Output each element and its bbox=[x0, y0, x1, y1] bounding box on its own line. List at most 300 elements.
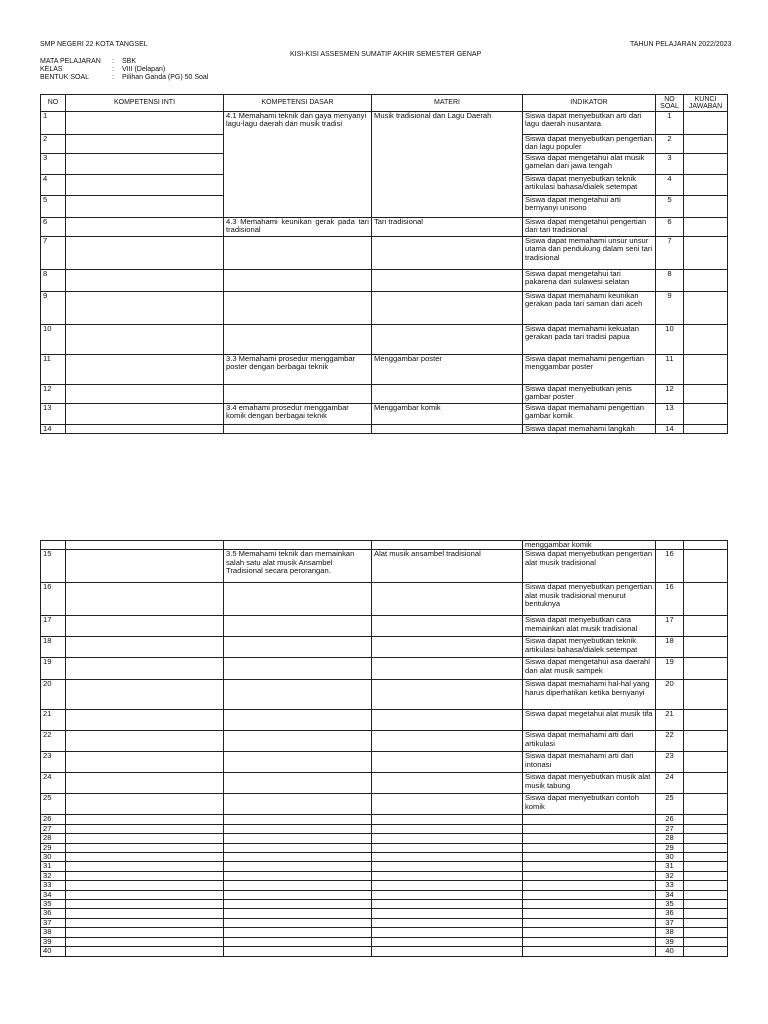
cell-materi bbox=[372, 237, 523, 270]
col-header-kompetensi-dasar: KOMPETENSI DASAR bbox=[224, 95, 372, 112]
cell-no-soal: 21 bbox=[656, 710, 684, 731]
cell-kompetensi-inti bbox=[66, 909, 224, 918]
cell-indikator: Siswa dapat menyebutkan pengertian dari lagu populer bbox=[523, 135, 656, 154]
cell-indikator: Siswa dapat memahami arti dari artikulasi bbox=[523, 731, 656, 752]
cell-kunci-jawaban bbox=[684, 637, 728, 658]
cell-kunci-jawaban bbox=[684, 218, 728, 237]
cell-no: 17 bbox=[41, 616, 66, 637]
cell-kompetensi-dasar bbox=[224, 947, 372, 956]
col-header-no-soal: NO SOAL bbox=[656, 95, 684, 112]
cell-materi bbox=[372, 325, 523, 355]
cell-no-soal: 26 bbox=[656, 815, 684, 824]
cell-kompetensi-dasar bbox=[224, 890, 372, 899]
cell-kompetensi-dasar bbox=[224, 237, 372, 270]
cell-kunci-jawaban bbox=[684, 112, 728, 135]
cell-kompetensi-dasar bbox=[224, 270, 372, 292]
cell-materi bbox=[372, 871, 523, 880]
table-row bbox=[41, 550, 728, 583]
cell-indikator: Siswa dapat memahami arti dari intonasi bbox=[523, 752, 656, 773]
table-row bbox=[41, 218, 728, 237]
table-row bbox=[41, 824, 728, 833]
table-row bbox=[41, 731, 728, 752]
cell-kompetensi-dasar bbox=[224, 918, 372, 927]
cell-indikator bbox=[523, 947, 656, 956]
cell-materi bbox=[372, 843, 523, 852]
cell-kompetensi-inti bbox=[66, 937, 224, 946]
cell-kompetensi-inti bbox=[66, 843, 224, 852]
cell-no-soal: 31 bbox=[656, 862, 684, 871]
cell-kompetensi-inti bbox=[66, 175, 224, 196]
cell-kompetensi-dasar bbox=[224, 325, 372, 355]
table-row bbox=[41, 937, 728, 946]
cell-no: 21 bbox=[41, 710, 66, 731]
cell-kompetensi-inti bbox=[66, 616, 224, 637]
cell-kompetensi-inti bbox=[66, 385, 224, 404]
cell-no: 28 bbox=[41, 834, 66, 843]
cell-no: 35 bbox=[41, 900, 66, 909]
cell-kompetensi-inti bbox=[66, 918, 224, 927]
cell-no: 18 bbox=[41, 637, 66, 658]
cell-no: 29 bbox=[41, 843, 66, 852]
cell-materi bbox=[372, 834, 523, 843]
cell-kunci-jawaban bbox=[684, 355, 728, 385]
cell-no-soal: 9 bbox=[656, 292, 684, 325]
cell-kompetensi-dasar: 3.5 Memahami teknik dan memainkan salah satu alat musik Ansambel Tradisional secara perorangan. bbox=[224, 550, 372, 583]
cell-materi bbox=[372, 900, 523, 909]
cell-materi: Menggambar poster bbox=[372, 355, 523, 385]
cell-materi bbox=[372, 425, 523, 434]
cell-no: 12 bbox=[41, 385, 66, 404]
cell-no-soal: 19 bbox=[656, 658, 684, 680]
cell-kunci-jawaban bbox=[684, 292, 728, 325]
table-row bbox=[41, 658, 728, 680]
cell-indikator: Siswa dapat menyebutkan jenis gambar poster bbox=[523, 385, 656, 404]
table-row bbox=[41, 112, 728, 135]
cell-kunci-jawaban bbox=[684, 909, 728, 918]
cell-kompetensi-inti bbox=[66, 550, 224, 583]
cell-no: 3 bbox=[41, 154, 66, 175]
table-row bbox=[41, 871, 728, 880]
table-row bbox=[41, 900, 728, 909]
cell-kompetensi-inti bbox=[66, 824, 224, 833]
cell-no-soal: 20 bbox=[656, 680, 684, 710]
table-row bbox=[41, 616, 728, 637]
cell-indikator bbox=[523, 890, 656, 899]
cell-kunci-jawaban bbox=[684, 752, 728, 773]
cell-no: 6 bbox=[41, 218, 66, 237]
cell-kunci-jawaban bbox=[684, 237, 728, 270]
cell-kunci-jawaban bbox=[684, 853, 728, 862]
cell-kunci-jawaban bbox=[684, 773, 728, 794]
cell-indikator: Siswa dapat memahami unsur unsur utama dan pendukung dalam seni tari tradisional bbox=[523, 237, 656, 270]
cell-kunci-jawaban bbox=[684, 425, 728, 434]
cell-materi bbox=[372, 270, 523, 292]
cell-kompetensi-dasar bbox=[224, 937, 372, 946]
table-row bbox=[41, 815, 728, 824]
cell-kompetensi-inti bbox=[66, 890, 224, 899]
cell-no-soal: 16 bbox=[656, 550, 684, 583]
meta-label: BENTUK SOAL bbox=[40, 74, 90, 81]
cell-indikator: Siswa dapat mengetahui pengertian dari tari tradisional bbox=[523, 218, 656, 237]
cell-indikator: Siswa dapat menyebutkan cara memainkan alat musik tradisional bbox=[523, 616, 656, 637]
cell-kunci-jawaban bbox=[684, 843, 728, 852]
cell-kompetensi-dasar bbox=[224, 909, 372, 918]
meta-row-class bbox=[40, 66, 208, 74]
cell-indikator: Siswa dapat menyebutkan arti dari lagu daerah nusantara bbox=[523, 112, 656, 135]
cell-kompetensi-dasar bbox=[224, 731, 372, 752]
cell-no-soal: 30 bbox=[656, 853, 684, 862]
table-row bbox=[41, 325, 728, 355]
table-row bbox=[41, 909, 728, 918]
cell-kompetensi-dasar bbox=[224, 292, 372, 325]
cell-indikator bbox=[523, 937, 656, 946]
cell-kompetensi-inti bbox=[66, 583, 224, 616]
table-row bbox=[41, 385, 728, 404]
cell-kompetensi-dasar bbox=[224, 425, 372, 434]
table-header-row bbox=[41, 95, 728, 112]
cell-no: 7 bbox=[41, 237, 66, 270]
cell-kunci-jawaban bbox=[684, 175, 728, 196]
cell-kompetensi-inti bbox=[66, 237, 224, 270]
cell-kompetensi-dasar bbox=[224, 773, 372, 794]
table-row bbox=[41, 834, 728, 843]
cell-no-soal: 27 bbox=[656, 824, 684, 833]
cell-kompetensi-dasar bbox=[224, 583, 372, 616]
cell-kompetensi-inti bbox=[66, 154, 224, 175]
cell-kompetensi-inti bbox=[66, 773, 224, 794]
meta-row-subject bbox=[40, 58, 208, 66]
cell-kompetensi-dasar bbox=[224, 871, 372, 880]
cell-indikator: Siswa dapat menyebutkan teknik artikulasi bahasa/dialek setempat bbox=[523, 175, 656, 196]
table-row bbox=[41, 890, 728, 899]
meta-value: Pilihan Ganda (PG) 50 Soal bbox=[122, 74, 209, 81]
cell-no-soal: 32 bbox=[656, 871, 684, 880]
cell-kompetensi-inti bbox=[66, 928, 224, 937]
table-row bbox=[41, 918, 728, 927]
cell-kompetensi-dasar bbox=[224, 853, 372, 862]
continuation-row bbox=[41, 541, 728, 550]
cell-kompetensi-inti bbox=[66, 270, 224, 292]
cell-kompetensi-inti bbox=[66, 425, 224, 434]
cell-no: 30 bbox=[41, 853, 66, 862]
cell-no: 36 bbox=[41, 909, 66, 918]
table-row bbox=[41, 947, 728, 956]
cell-kompetensi-dasar bbox=[224, 752, 372, 773]
cell-materi bbox=[372, 909, 523, 918]
cell-no-soal: 36 bbox=[656, 909, 684, 918]
cell-no-soal: 35 bbox=[656, 900, 684, 909]
table-row bbox=[41, 355, 728, 385]
cell-no-soal: 2 bbox=[656, 135, 684, 154]
cell-kompetensi-inti bbox=[66, 218, 224, 237]
cell-no: 40 bbox=[41, 947, 66, 956]
cell-indikator: Siswa dapat menyebutkan contoh komik bbox=[523, 794, 656, 815]
cell-kompetensi-inti bbox=[66, 853, 224, 862]
cell-no: 11 bbox=[41, 355, 66, 385]
cell-kunci-jawaban bbox=[684, 881, 728, 890]
cell-kompetensi-inti bbox=[66, 135, 224, 154]
cell-kompetensi-dasar bbox=[224, 541, 372, 550]
cell-indikator bbox=[523, 871, 656, 880]
cell-no: 14 bbox=[41, 425, 66, 434]
blueprint-table-page-2 bbox=[40, 540, 728, 957]
cell-materi bbox=[372, 928, 523, 937]
cell-kompetensi-dasar bbox=[224, 824, 372, 833]
cell-no: 2 bbox=[41, 135, 66, 154]
table-row bbox=[41, 583, 728, 616]
cell-no: 19 bbox=[41, 658, 66, 680]
cell-no: 37 bbox=[41, 918, 66, 927]
cell-kunci-jawaban bbox=[684, 815, 728, 824]
cell-no-soal: 4 bbox=[656, 175, 684, 196]
cell-kompetensi-inti bbox=[66, 541, 224, 550]
cell-materi bbox=[372, 658, 523, 680]
cell-kompetensi-dasar bbox=[224, 616, 372, 637]
col-header-kompetensi-inti: KOMPETENSI INTI bbox=[66, 95, 224, 112]
cell-indikator: Siswa dapat mengetahui arti bernyanyi unisono bbox=[523, 196, 656, 218]
table-row bbox=[41, 853, 728, 862]
cell-indikator bbox=[523, 928, 656, 937]
col-header-no: NO bbox=[41, 95, 66, 112]
cell-no: 25 bbox=[41, 794, 66, 815]
cell-indikator bbox=[523, 834, 656, 843]
cell-indikator: Siswa dapat memahami langkah bbox=[523, 425, 656, 434]
cell-indikator: Siswa dapat mengetahui alat musik gamelan dari jawa tengah bbox=[523, 154, 656, 175]
cell-no: 27 bbox=[41, 824, 66, 833]
cell-kunci-jawaban bbox=[684, 731, 728, 752]
academic-year: TAHUN PELAJARAN 2022/2023 bbox=[630, 41, 732, 48]
cell-materi bbox=[372, 637, 523, 658]
cell-no-soal bbox=[656, 541, 684, 550]
cell-kompetensi-inti bbox=[66, 680, 224, 710]
cell-no-soal: 24 bbox=[656, 773, 684, 794]
cell-indikator: Siswa dapat menyebutkan pengertian alat musik tradisional bbox=[523, 550, 656, 583]
cell-kunci-jawaban bbox=[684, 794, 728, 815]
cell-kompetensi-dasar bbox=[224, 637, 372, 658]
cell-no: 23 bbox=[41, 752, 66, 773]
cell-kunci-jawaban bbox=[684, 325, 728, 355]
cell-kunci-jawaban bbox=[684, 583, 728, 616]
cell-no-soal: 22 bbox=[656, 731, 684, 752]
cell-materi bbox=[372, 541, 523, 550]
cell-materi bbox=[372, 918, 523, 927]
cell-no: 31 bbox=[41, 862, 66, 871]
cell-kompetensi-dasar: 3.4 emahami prosedur menggambar komik dengan berbagai teknik bbox=[224, 404, 372, 425]
cell-no-soal: 7 bbox=[656, 237, 684, 270]
cell-kunci-jawaban bbox=[684, 658, 728, 680]
cell-no: 13 bbox=[41, 404, 66, 425]
cell-no-soal: 40 bbox=[656, 947, 684, 956]
cell-kompetensi-inti bbox=[66, 292, 224, 325]
table-row bbox=[41, 637, 728, 658]
cell-no: 10 bbox=[41, 325, 66, 355]
cell-kunci-jawaban bbox=[684, 900, 728, 909]
meta-label: KELAS bbox=[40, 66, 63, 73]
cell-no-soal: 25 bbox=[656, 794, 684, 815]
cell-indikator bbox=[523, 843, 656, 852]
cell-no-soal: 12 bbox=[656, 385, 684, 404]
table-row bbox=[41, 862, 728, 871]
cell-materi bbox=[372, 881, 523, 890]
cell-no bbox=[41, 541, 66, 550]
meta-label: MATA PELAJARAN bbox=[40, 58, 101, 65]
table-row bbox=[41, 270, 728, 292]
cell-no: 22 bbox=[41, 731, 66, 752]
meta-separator: : bbox=[112, 66, 114, 73]
cell-kompetensi-inti bbox=[66, 658, 224, 680]
cell-kompetensi-dasar bbox=[224, 680, 372, 710]
cell-kunci-jawaban bbox=[684, 616, 728, 637]
table-row bbox=[41, 237, 728, 270]
cell-no: 4 bbox=[41, 175, 66, 196]
cell-indikator: Siswa dapat memahami pengertian gambar komik bbox=[523, 404, 656, 425]
cell-materi bbox=[372, 583, 523, 616]
cell-no-soal: 23 bbox=[656, 752, 684, 773]
cell-no-soal: 28 bbox=[656, 834, 684, 843]
cell-kompetensi-inti bbox=[66, 947, 224, 956]
cell-kunci-jawaban bbox=[684, 680, 728, 710]
cell-kunci-jawaban bbox=[684, 550, 728, 583]
cell-materi bbox=[372, 937, 523, 946]
cell-materi: Alat musik ansambel tradisional bbox=[372, 550, 523, 583]
cell-kompetensi-inti bbox=[66, 752, 224, 773]
cell-indikator: Siswa dapat memahami kekuatan gerakan pada tari tradisi papua bbox=[523, 325, 656, 355]
cell-materi bbox=[372, 794, 523, 815]
cell-materi: Menggambar komik bbox=[372, 404, 523, 425]
cell-indikator bbox=[523, 853, 656, 862]
cell-indikator bbox=[523, 881, 656, 890]
table-row bbox=[41, 710, 728, 731]
cell-no: 1 bbox=[41, 112, 66, 135]
cell-kunci-jawaban bbox=[684, 196, 728, 218]
cell-no-soal: 33 bbox=[656, 881, 684, 890]
document-title: KISI-KISI ASSESMEN SUMATIF AKHIR SEMESTER GENAP bbox=[290, 51, 482, 58]
cell-indikator: Siswa dapat menyebutkan pengertian alat musik tradisional menurut bentuknya bbox=[523, 583, 656, 616]
subject-meta bbox=[40, 58, 208, 82]
table-row bbox=[41, 680, 728, 710]
cell-materi bbox=[372, 824, 523, 833]
cell-kompetensi-dasar bbox=[224, 815, 372, 824]
cell-kompetensi-dasar bbox=[224, 834, 372, 843]
cell-no-soal: 16 bbox=[656, 583, 684, 616]
cell-kompetensi-dasar bbox=[224, 710, 372, 731]
cell-indikator: Siswa dapat memahami pengertian menggambar poster bbox=[523, 355, 656, 385]
table-row bbox=[41, 843, 728, 852]
cell-no: 5 bbox=[41, 196, 66, 218]
cell-kompetensi-dasar bbox=[224, 843, 372, 852]
cell-kompetensi-inti bbox=[66, 794, 224, 815]
cell-indikator bbox=[523, 909, 656, 918]
table-row bbox=[41, 928, 728, 937]
meta-value: SBK bbox=[122, 58, 137, 65]
cell-materi bbox=[372, 890, 523, 899]
cell-kompetensi-inti bbox=[66, 404, 224, 425]
cell-no-soal: 10 bbox=[656, 325, 684, 355]
cell-materi bbox=[372, 862, 523, 871]
cell-kunci-jawaban bbox=[684, 541, 728, 550]
cell-kompetensi-inti bbox=[66, 834, 224, 843]
col-header-materi: MATERI bbox=[372, 95, 523, 112]
cell-kompetensi-inti bbox=[66, 355, 224, 385]
cell-no-soal: 5 bbox=[656, 196, 684, 218]
meta-value: VIII (Delapan) bbox=[122, 66, 166, 73]
cell-no: 20 bbox=[41, 680, 66, 710]
cell-no-soal: 29 bbox=[656, 843, 684, 852]
cell-kompetensi-inti bbox=[66, 881, 224, 890]
cell-no-soal: 14 bbox=[656, 425, 684, 434]
cell-no-soal: 3 bbox=[656, 154, 684, 175]
school-name: SMP NEGERI 22 KOTA TANGSEL bbox=[40, 41, 148, 48]
cell-kunci-jawaban bbox=[684, 135, 728, 154]
cell-kompetensi-dasar bbox=[224, 862, 372, 871]
cell-kunci-jawaban bbox=[684, 871, 728, 880]
cell-kompetensi-dasar bbox=[224, 928, 372, 937]
cell-indikator bbox=[523, 862, 656, 871]
cell-no-soal: 39 bbox=[656, 937, 684, 946]
table-row bbox=[41, 773, 728, 794]
cell-kunci-jawaban bbox=[684, 710, 728, 731]
cell-kompetensi-dasar bbox=[224, 900, 372, 909]
cell-kompetensi-inti bbox=[66, 637, 224, 658]
cell-materi bbox=[372, 616, 523, 637]
cell-kompetensi-dasar bbox=[224, 881, 372, 890]
cell-kompetensi-inti bbox=[66, 815, 224, 824]
cell-no: 9 bbox=[41, 292, 66, 325]
meta-separator: : bbox=[112, 74, 114, 81]
cell-kompetensi-dasar: 4.1 Memahami teknik dan gaya menyanyi lagu-lagu daerah dan musik tradisi bbox=[224, 112, 372, 218]
cell-no: 32 bbox=[41, 871, 66, 880]
cell-indikator bbox=[523, 824, 656, 833]
cell-kunci-jawaban bbox=[684, 824, 728, 833]
cell-kompetensi-inti bbox=[66, 196, 224, 218]
table-row bbox=[41, 292, 728, 325]
cell-kunci-jawaban bbox=[684, 947, 728, 956]
cell-kunci-jawaban bbox=[684, 890, 728, 899]
cell-materi: Musik tradisional dan Lagu Daerah bbox=[372, 112, 523, 218]
cell-indikator: Siswa dapat mengetahui asa daerahl dari alat musik sampek bbox=[523, 658, 656, 680]
cell-materi bbox=[372, 710, 523, 731]
cell-no-soal: 17 bbox=[656, 616, 684, 637]
cell-no: 38 bbox=[41, 928, 66, 937]
cell-no: 15 bbox=[41, 550, 66, 583]
blueprint-table-page-1 bbox=[40, 94, 728, 434]
cell-no-soal: 8 bbox=[656, 270, 684, 292]
cell-indikator bbox=[523, 900, 656, 909]
cell-indikator: Siswa dapat memahami hal-hal yang harus diperhatikan ketika bernyanyi bbox=[523, 680, 656, 710]
meta-separator: : bbox=[112, 58, 114, 65]
cell-kompetensi-dasar bbox=[224, 658, 372, 680]
cell-kunci-jawaban bbox=[684, 385, 728, 404]
cell-no: 26 bbox=[41, 815, 66, 824]
cell-no-soal: 6 bbox=[656, 218, 684, 237]
cell-no-soal: 18 bbox=[656, 637, 684, 658]
col-header-indikator: INDIKATOR bbox=[523, 95, 656, 112]
table-row bbox=[41, 425, 728, 434]
cell-kompetensi-inti bbox=[66, 112, 224, 135]
cell-materi bbox=[372, 773, 523, 794]
cell-kompetensi-inti bbox=[66, 710, 224, 731]
cell-indikator bbox=[523, 815, 656, 824]
cell-no-soal: 1 bbox=[656, 112, 684, 135]
meta-row-question-type bbox=[40, 74, 208, 82]
cell-kunci-jawaban bbox=[684, 270, 728, 292]
cell-kunci-jawaban bbox=[684, 834, 728, 843]
cell-materi bbox=[372, 292, 523, 325]
cell-indikator: Siswa dapat menyebutkan musik alat musik tabung bbox=[523, 773, 656, 794]
cell-no: 24 bbox=[41, 773, 66, 794]
cell-materi bbox=[372, 752, 523, 773]
table-row bbox=[41, 881, 728, 890]
